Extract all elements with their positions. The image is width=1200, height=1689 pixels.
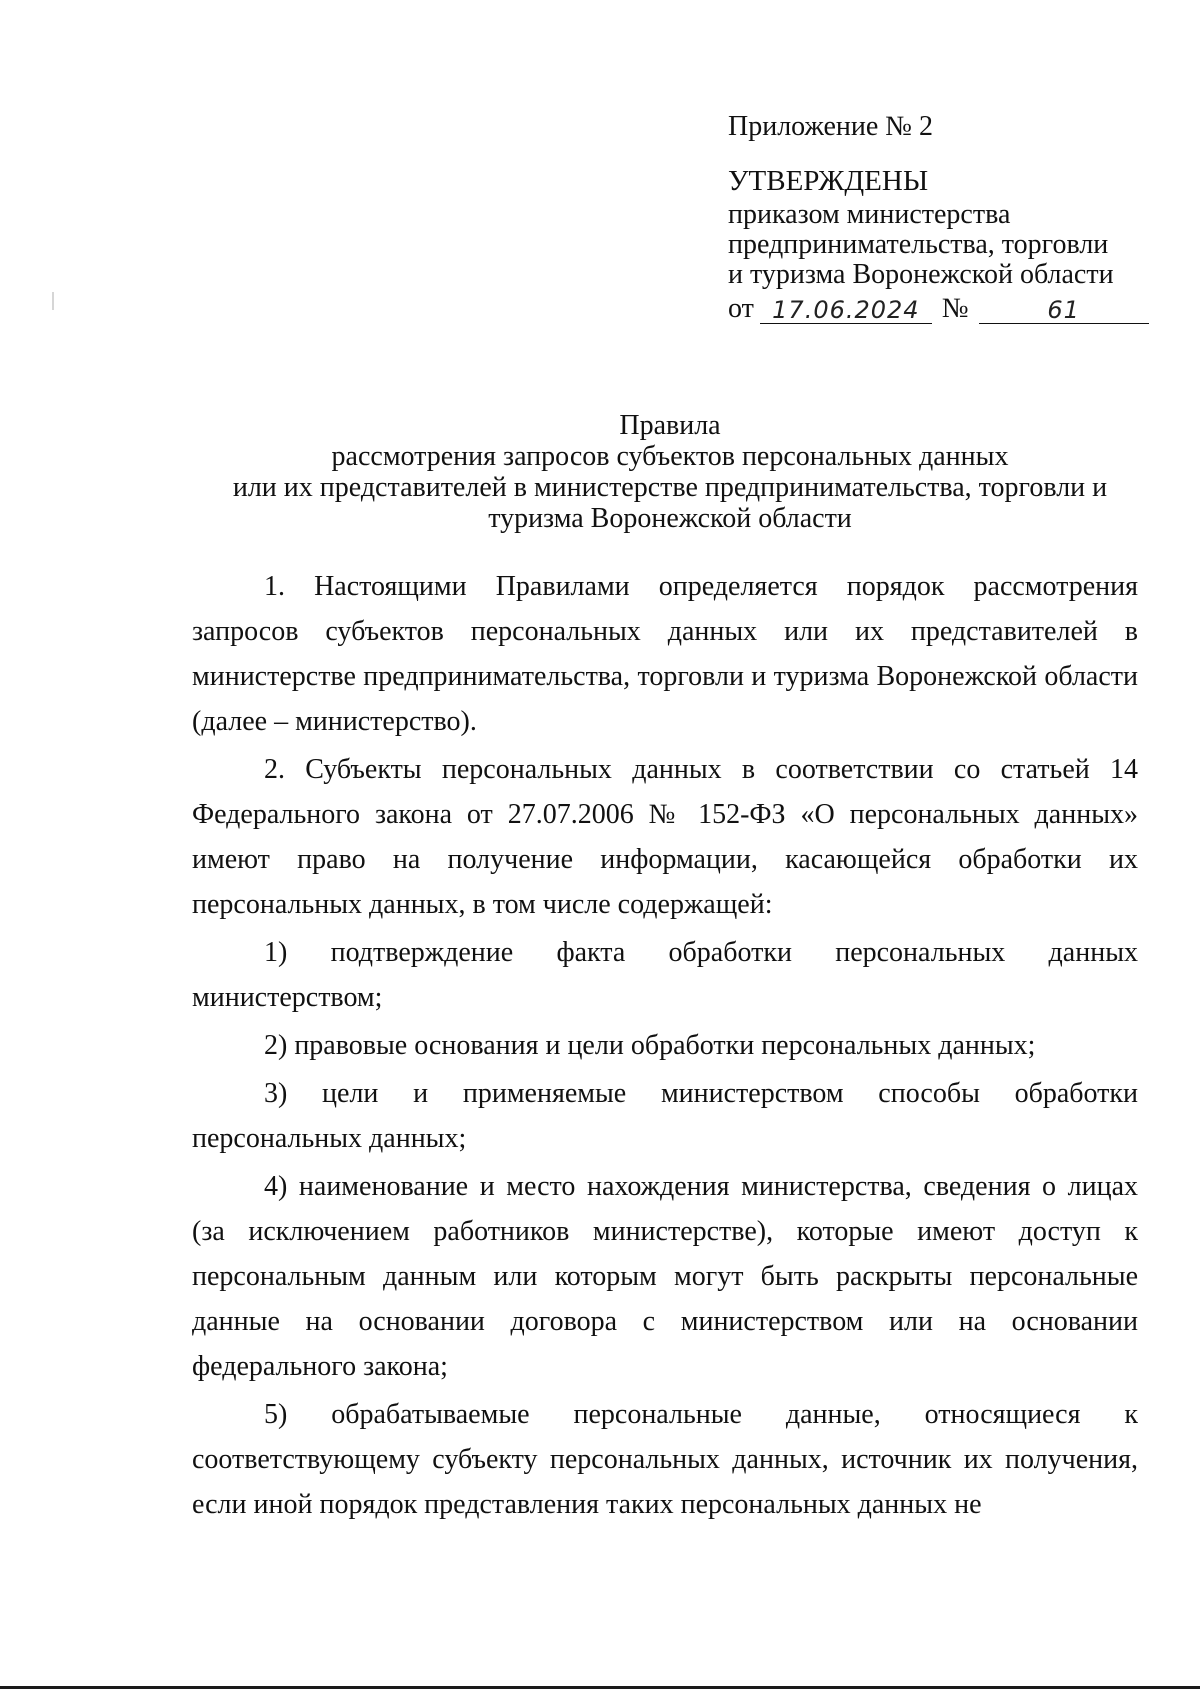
order-number-handwritten: 61 bbox=[979, 297, 1149, 324]
approval-block bbox=[728, 112, 1168, 324]
document-body bbox=[192, 564, 1138, 1527]
paragraph: 1. Настоящими Правилами определяется порядок рассмотрения запросов субъектов персональных данных или их представителей в министерстве предпринимательства, торговли и туризма Воронежской области (далее – министерство). bbox=[192, 571, 1138, 737]
number-prefix: № bbox=[941, 293, 969, 324]
attachment-label: Приложение № 2 bbox=[728, 111, 933, 142]
approved-heading: УТВЕРЖДЕНЫ bbox=[728, 165, 929, 197]
title-line: или их представителей в министерстве предпринимательства, торговли и bbox=[232, 472, 1108, 503]
scan-artifact-mark bbox=[52, 292, 54, 310]
list-item: 3) цели и применяемые министерством способы обработки персональных данных; bbox=[192, 1078, 1138, 1154]
title-line: рассмотрения запросов субъектов персональных данных bbox=[331, 441, 1009, 472]
list-item: 5) обрабатываемые персональные данные, относящиеся к соответствующему субъекту персональных данных, источник их получения, если иной порядок представления таких персональных данных не bbox=[192, 1399, 1138, 1520]
approval-line: приказом министерства bbox=[728, 199, 1011, 230]
approval-line: и туризма Воронежской области bbox=[728, 259, 1114, 290]
approval-line: предпринимательства, торговли bbox=[728, 229, 1109, 260]
document-title bbox=[150, 410, 1190, 534]
list-item: 2) правовые основания и цели обработки персональных данных; bbox=[264, 1030, 1036, 1061]
list-item: 1) подтверждение факта обработки персональных данных министерством; bbox=[192, 937, 1138, 1013]
list-item: 4) наименование и место нахождения министерства, сведения о лицах (за исключением работников министерстве), которые имеют доступ к персональным данным или которым могут быть раскрыты персональные данные на основании договора с министерством или на основании федерального закона; bbox=[192, 1171, 1138, 1382]
order-date-number-line bbox=[728, 294, 1168, 324]
title-line: Правила bbox=[619, 410, 721, 441]
paragraph: 2. Субъекты персональных данных в соответствии со статьей 14 Федерального закона от 27.07.2006 № 152-ФЗ «О персональных данных» имеют право на получение информации, касающейся обработки их персональных данных, в том числе содержащей: bbox=[192, 754, 1138, 920]
order-date-handwritten: 17.06.2024 bbox=[760, 297, 932, 324]
title-line: туризма Воронежской области bbox=[488, 503, 852, 534]
date-prefix: от bbox=[728, 293, 754, 324]
